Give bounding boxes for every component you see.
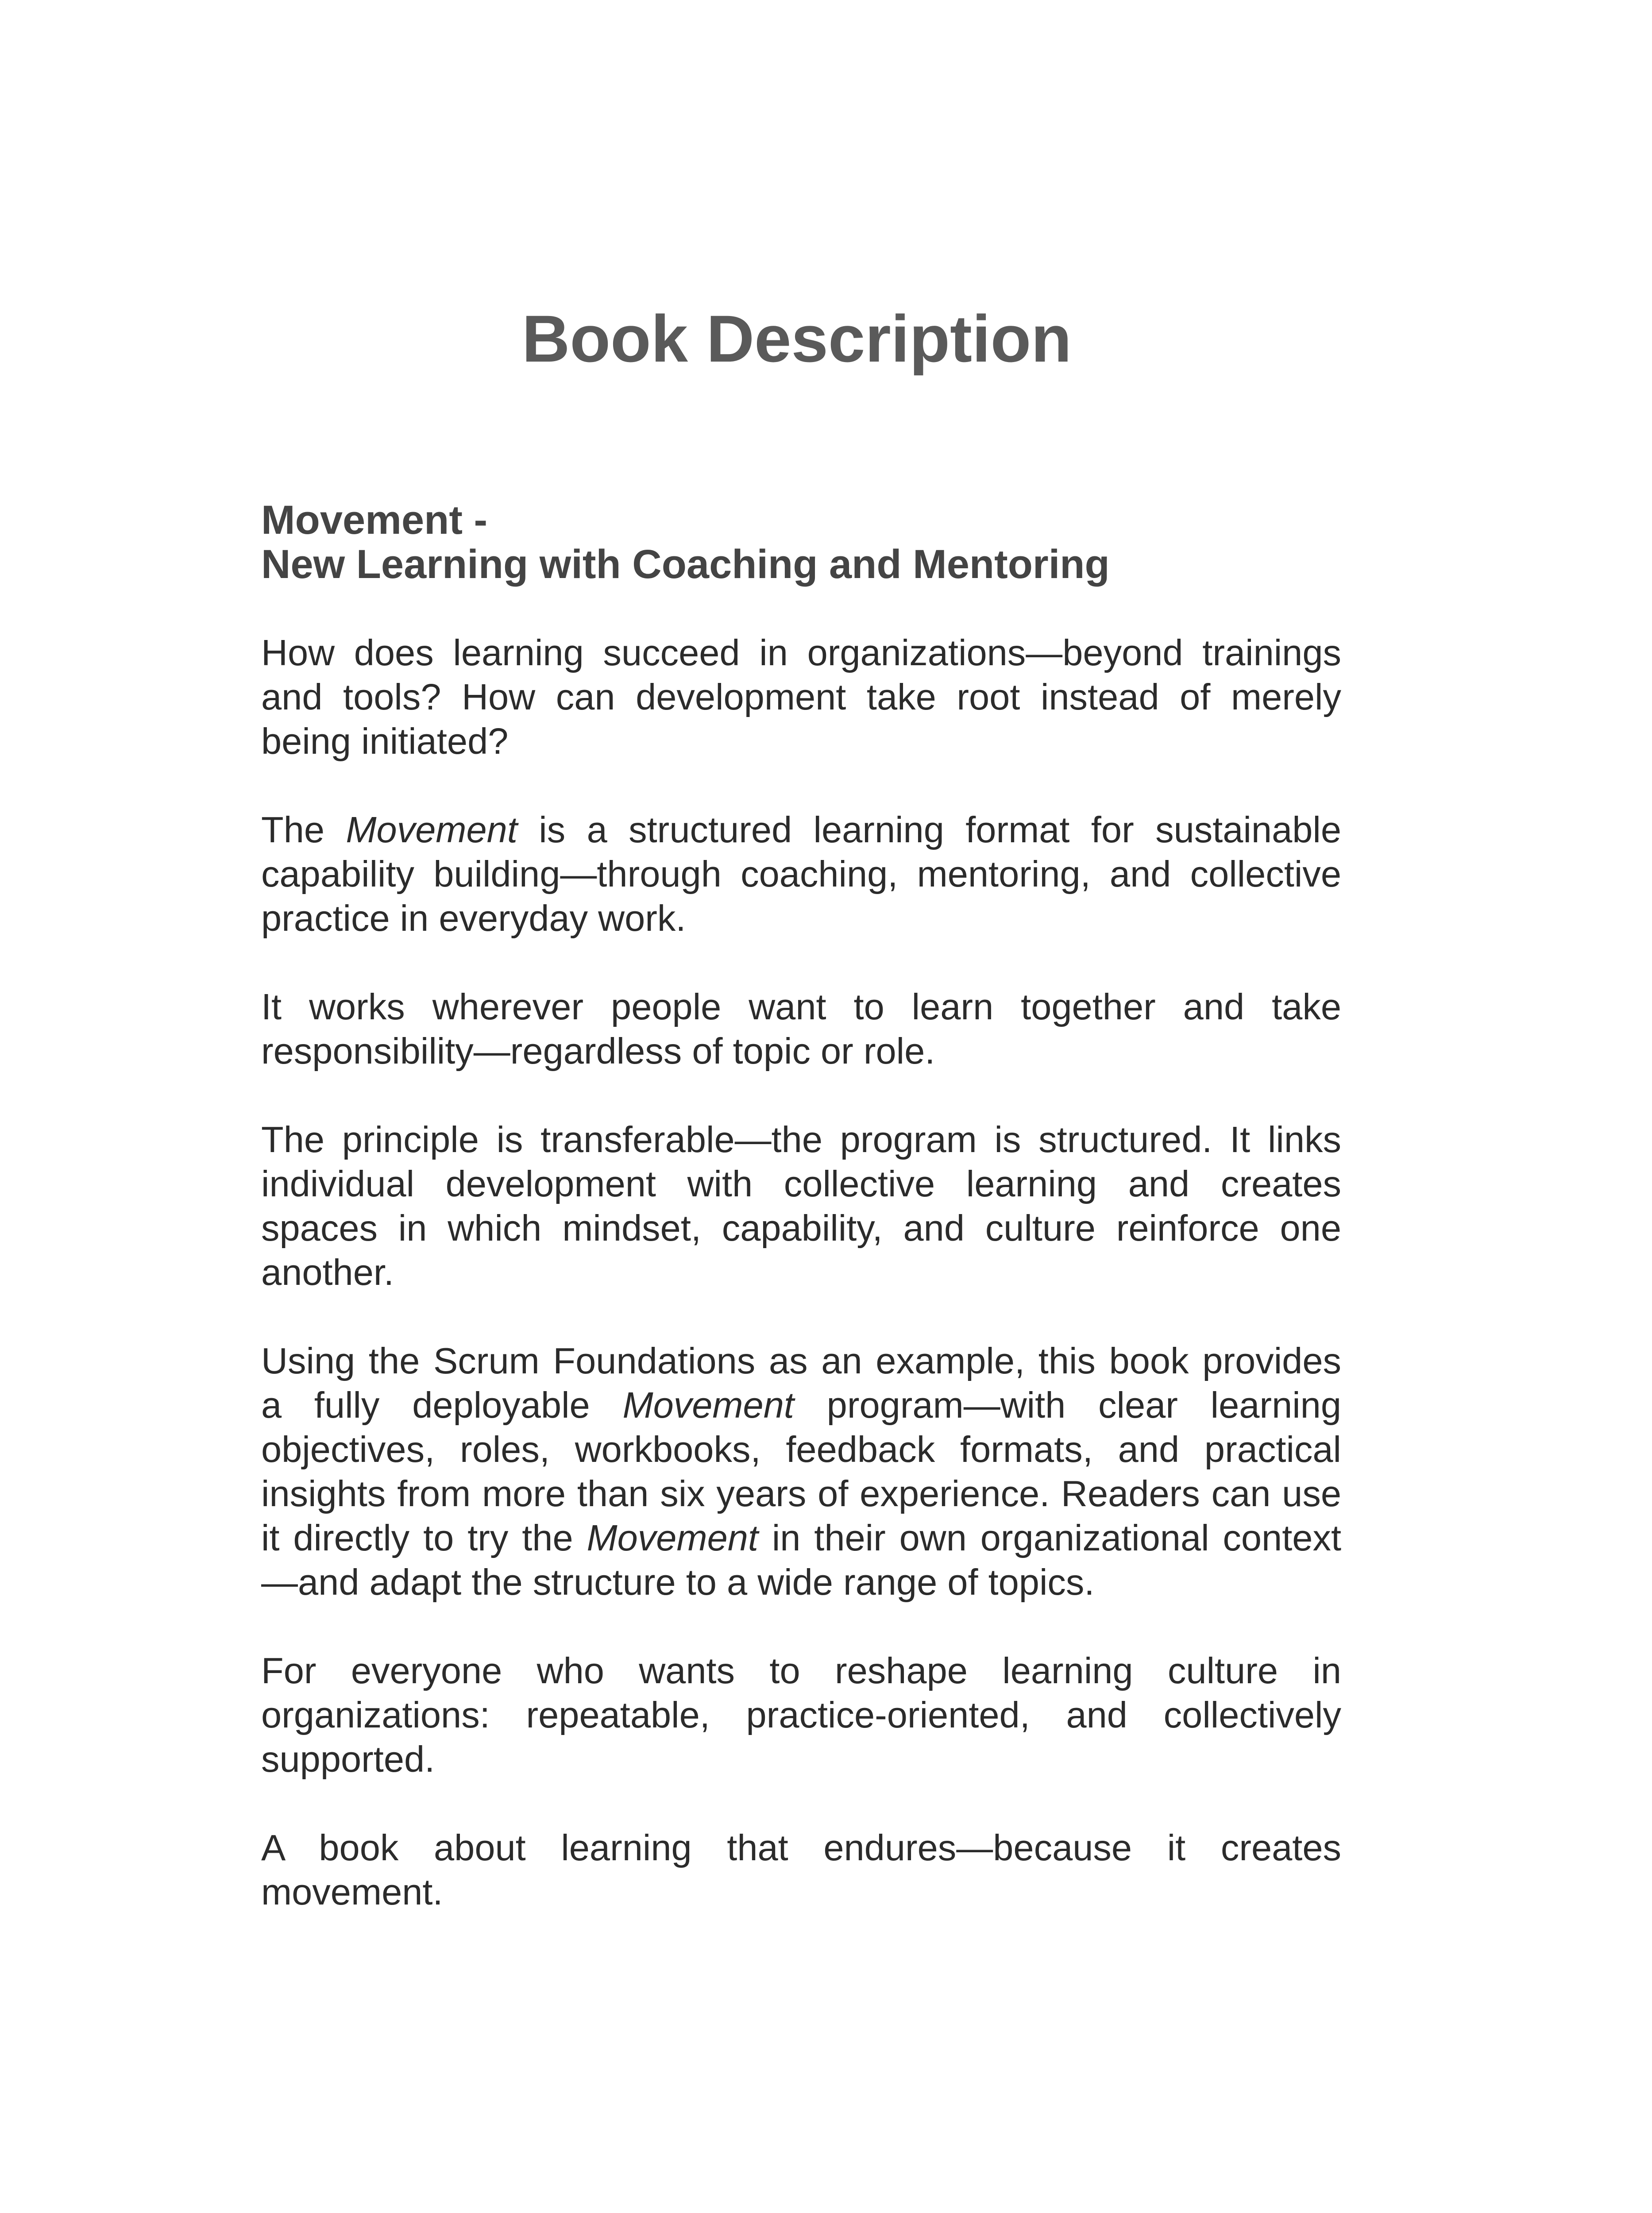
paragraph-5-text-a: Using the Scrum Foundations as an example, this book provides a fully deployable	[261, 1340, 1341, 1426]
paragraph-7: A book about learning that endures—because it creates movement.	[261, 1827, 1341, 1912]
section-subtitle	[261, 498, 1341, 586]
book-description-body	[261, 498, 1341, 1914]
subtitle-line-2: New Learning with Coaching and Mentoring	[261, 542, 1110, 587]
page-title: Book Description	[522, 301, 1072, 376]
paragraph-5-emphasis-1: Movement	[622, 1384, 794, 1426]
paragraph-2	[261, 808, 1341, 941]
paragraph-5-emphasis-2: Movement	[587, 1517, 758, 1558]
paragraph-1: How does learning succeed in organizations—beyond trainings and tools? How can development take root instead of merely being initiated?	[261, 632, 1341, 762]
paragraph-6: For everyone who wants to reshape learning culture in organizations: repeatable, practice-oriented, and collectively supported.	[261, 1650, 1341, 1780]
paragraph-2-text-a: The	[261, 809, 346, 850]
paragraph-5-text-c: in their own organizational context—and adapt the structure to a wide range of topics.	[261, 1517, 1341, 1603]
paragraph-4: The principle is transferable—the program is structured. It links individual development with collective learning and creates spaces in which mindset, capability, and culture reinforce one another.	[261, 1119, 1341, 1293]
paragraph-3: It works wherever people want to learn together and take responsibility—regardless of topic or role.	[261, 986, 1341, 1072]
paragraph-2-text-b: is a structured learning format for sustainable capability building—through coaching, mentoring, and collective practice in everyday work.	[261, 809, 1341, 939]
paragraph-5-text-b: program—with clear learning objectives, roles, workbooks, feedback formats, and practical insights from more than six years of experience. Readers can use it directly to try the	[261, 1384, 1341, 1558]
paragraph-5	[261, 1339, 1341, 1604]
paragraph-2-emphasis: Movement	[346, 809, 517, 850]
subtitle-line-1: Movement -	[261, 497, 488, 543]
